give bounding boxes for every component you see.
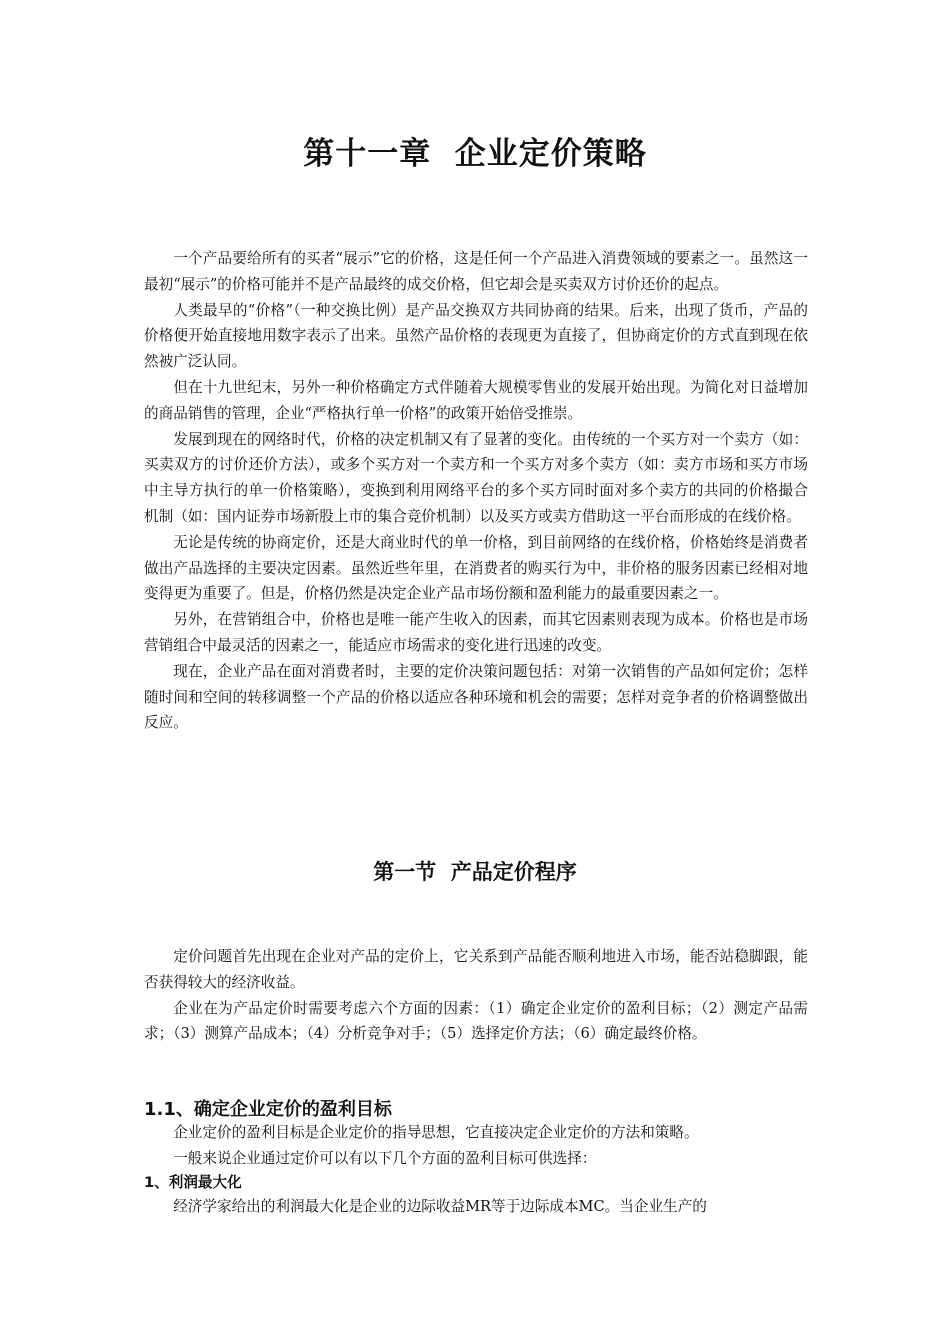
subsection-text <box>144 1120 808 1172</box>
paragraph: 企业定价的盈利目标是企业定价的指导思想，它直接决定企业定价的方法和策略。 <box>173 1124 699 1141</box>
section-title: 第一节 产品定价程序 <box>373 860 577 884</box>
paragraph: 一般来说企业通过定价可以有以下几个方面的盈利目标可供选择： <box>173 1149 597 1167</box>
paragraph: 一个产品要给所有的买者“展示”它的价格，这是任何一个产品进入消费领域的要素之一。虽然这一最初“展示”的价格可能并不是产品最终的成交价格，但它却会是买卖双方讨价还价的起点。 <box>144 250 808 293</box>
item-text <box>144 1194 808 1220</box>
paragraph: 人类最早的“价格”（一种交换比例）是产品交换双方共同协商的结果。后来，出现了货币，产品的价格便开始直接地用数字表示了出来。虽然产品价格的表现更为直接了，但协商定价的方式直到现在依然被广泛认同。 <box>144 301 808 371</box>
item-title: 1、利润最大化 <box>144 1174 242 1191</box>
paragraph: 另外，在营销组合中，价格也是唯一能产生收入的因素，而其它因素则表现为成本。价格也是市场营销组合中最灵活的因素之一，能适应市场需求的变化进行迅速的改变。 <box>144 611 808 654</box>
paragraph: 企业在为产品定价时需要考虑六个方面的因素：（1）确定企业定价的盈利目标；（2）测定产品需求；（3）测算产品成本；（4）分析竞争对手；（5）选择定价方法；（6）确定最终价格。 <box>144 999 808 1043</box>
paragraph: 现在，企业产品在面对消费者时，主要的定价决策问题包括：对第一次销售的产品如何定价；怎样随时间和空间的转移调整一个产品的价格以适应各种环境和机会的需要；怎样对竞争者的价格调整做出反应。 <box>144 662 808 732</box>
paragraph: 但在十九世纪末，另外一种价格确定方式伴随着大规模零售业的发展开始出现。为简化对日益增加的商品销售的管理，企业“严格执行单一价格”的政策开始倍受推崇。 <box>144 378 808 422</box>
paragraph: 无论是传统的协商定价，还是大商业时代的单一价格，到目前网络的在线价格，价格始终是消费者做出产品选择的主要决定因素。虽然近些年里，在消费者的购买行为中，非价格的服务因素已经相对地变得更为重要了。但是，价格仍然是决定企业产品市场份额和盈利能力的最重要因素之一。 <box>144 533 808 603</box>
paragraph: 经济学家给出的利润最大化是企业的边际收益MR等于边际成本MC。当企业生产的 <box>173 1198 707 1215</box>
section-text <box>144 944 808 1047</box>
chapter-title: 第十一章 企业定价策略 <box>303 136 647 172</box>
paragraph: 发展到现在的网络时代，价格的决定机制又有了显著的变化。由传统的一个买方对一个卖方（如：买卖双方的讨价还价方法），或多个买方对一个卖方和一个买方对多个卖方（如：卖方市场和买方市场中主导方执行的单一价格策略），变换到利用网络平台的多个买方同时面对多个卖方的共同的价格撮合机制（如：国内证券市场新股上市的集合竞价机制）以及买方或卖方借助这一平台而形成的在线价格。 <box>144 430 808 525</box>
paragraph: 定价问题首先出现在企业对产品的定价上，它关系到产品能否顺利地进入市场，能否站稳脚跟，能否获得较大的经济收益。 <box>144 948 808 991</box>
subsection-title: 1.1、确定企业定价的盈利目标 <box>144 1099 392 1120</box>
intro-text <box>144 246 808 736</box>
